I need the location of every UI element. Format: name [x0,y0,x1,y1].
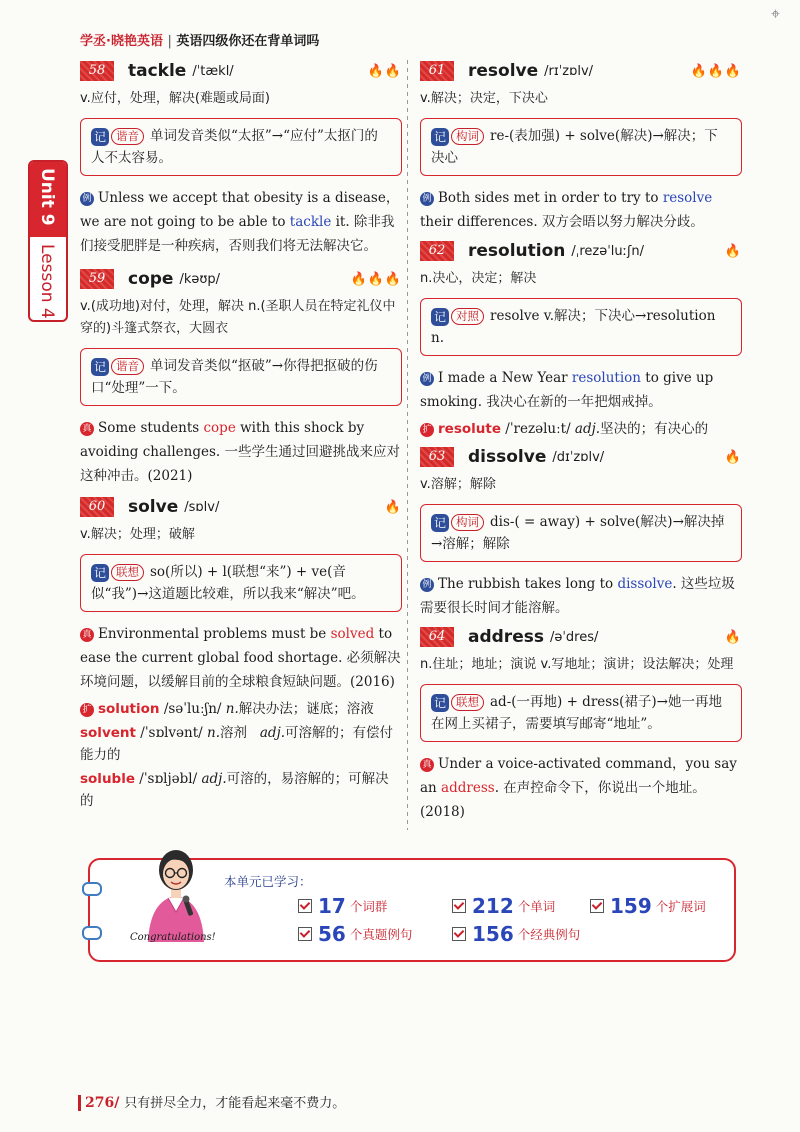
entry-dissolve [420,444,742,620]
keyword: resolution [571,370,641,386]
headword: cope [128,269,174,289]
extension-word: 扩 solution /səˈluːʃn/ n.解决办法；谜底；溶液 [80,698,402,720]
checkbox-icon [452,927,466,941]
binder-ring-icon [82,882,102,896]
footer-motto: 只有拼尽全力，才能看起来毫不费力。 [124,1096,346,1111]
entry-cope [80,266,402,488]
note-text: 单词发音类似“抠破”→你得把抠破的伤口“处理”一下。 [91,358,378,396]
note-text: resolve v.解决；下决心→resolution n. [431,308,716,346]
extension-word: soluble /ˈsɒljəbl/ adj.可溶的，易溶解的；可解决的 [80,771,389,809]
memory-note [420,118,742,176]
note-text: so(所以) + l(联想“来”) + ve(音似“我”)→这道题比较难，所以我来“解决”吧。 [91,564,365,602]
keyword: resolve [662,190,713,206]
real-exam-badge-icon: 真 [420,758,434,772]
example-badge-icon: 例 [80,192,94,206]
phonetic: /ˌrezəˈluːʃn/ [571,243,645,259]
example-sentence: 例 The rubbish takes long to dissolve. 这些垃圾需要很长时间才能溶解。 [420,576,735,616]
footer-bar [78,1095,81,1111]
frequency-flame-icon: 🔥 [724,449,742,465]
extension-word: 扩 resolute /ˈrezəluːt/ adj.坚决的；有决心的 [420,418,742,440]
book-title: 英语四级你还在背单词吗 [176,34,320,49]
frequency-flame-icon: 🔥 [384,499,402,515]
header-separator: | [167,34,172,49]
binder-ring-icon [82,926,102,940]
stat-real-exam-sentences: 56 个真题例句 [298,922,412,946]
phonetic: /ˈtækl/ [192,63,234,79]
page-footer [78,1092,345,1111]
entry-header [80,494,402,520]
keyword: cope [203,420,236,436]
note-tag: 构词 [451,514,484,531]
definition: v.溶解；解除 [420,477,496,492]
frequency-flame-icon: 🔥 [724,243,742,259]
real-exam-badge-icon: 真 [80,422,94,436]
unit-label: Unit 9 [37,168,57,226]
memory-note [80,348,402,406]
example-sentence: 例 I made a New Year resolution to give up smoking. 我决心在新的一年把烟戒掉。 [420,370,714,410]
unit-side-tab [28,160,68,322]
headword: resolution [468,241,566,261]
example-sentence: 例 Unless we accept that obesity is a disease，we are not going to be able to tackle it. 除非我们接受肥胖是一种疾病，否则我们将无法解决它。 [80,190,400,254]
memory-icon: 记 [431,514,449,532]
phonetic: /rɪˈzɒlv/ [544,63,594,79]
frequency-flame-icon: 🔥🔥🔥 [350,271,402,287]
memory-note [80,554,402,612]
note-text: re-(表加强) + solve(解决)→解决；下决心 [431,128,718,166]
memory-note [420,684,742,742]
checkbox-icon [298,899,312,913]
phonetic: /kəʊp/ [179,271,221,287]
entry-number: 62 [420,241,454,261]
page-number: 276/ [85,1095,120,1111]
note-tag: 对照 [451,308,484,325]
note-text: ad-(一再地) + dress(裙子)→她一再地在网上买裙子，需要填写邮寄“地址”。 [431,694,722,732]
memory-icon: 记 [431,308,449,326]
lesson-label: Lesson 4 [37,244,57,319]
entry-number: 58 [80,61,114,81]
entry-number: 61 [420,61,454,81]
stat-classic-sentences: 156 个经典例句 [452,922,580,946]
memory-note [80,118,402,176]
memory-note [420,504,742,562]
definition: v.(成功地)对付，处理，解决 n.(圣职人员在特定礼仪中穿的)斗篷式祭衣，大圆衣 [80,299,396,336]
entry-address [420,624,742,824]
column-divider [407,60,408,830]
unit-summary-box [88,858,736,962]
note-tag: 谐音 [111,358,144,375]
headword: address [468,627,544,647]
summary-title: 本单元已学习： [224,874,312,889]
entry-resolve [420,58,742,234]
checkbox-icon [590,899,604,913]
note-tag: 联想 [111,564,144,581]
entry-header [80,266,402,292]
entry-solve [80,494,402,812]
real-exam-badge-icon: 真 [80,628,94,642]
entry-header [420,238,742,264]
headword: tackle [128,61,187,81]
entry-tackle [80,58,402,258]
left-column [80,58,402,814]
frequency-flame-icon: 🔥🔥 [367,63,402,79]
note-text: 单词发音类似“太抠”→“应付”太抠门的人不太容易。 [91,128,378,166]
entry-number: 60 [80,497,114,517]
frequency-flame-icon: 🔥 [724,629,742,645]
note-tag: 联想 [451,694,484,711]
checkbox-icon [298,927,312,941]
stat-extension-words: 159 个扩展词 [590,894,706,918]
running-header [80,30,319,49]
keyword: tackle [289,214,332,230]
checkbox-icon [452,899,466,913]
memory-icon: 记 [91,358,109,376]
entry-header [420,444,742,470]
extension-badge-icon: 扩 [420,423,434,437]
definition: v.应付，处理，解决(难题或局面) [80,91,270,106]
entry-header [420,624,742,650]
extension-badge-icon: 扩 [80,703,94,717]
note-text: dis-( = away) + solve(解决)→解决掉→溶解；解除 [431,514,725,552]
memory-icon: 记 [91,128,109,146]
headword: solve [128,497,179,517]
entry-header [80,58,402,84]
stat-word-groups: 17 个词群 [298,894,387,918]
keyword: address [441,780,495,796]
real-exam-sentence: 真 Some students cope with this shock by avoiding challenges. 一些学生通过回避挑战来应对这种冲击。(2021) [80,420,400,484]
example-badge-icon: 例 [420,578,434,592]
camera-scan-icon: ⌖ [770,4,780,23]
headword: resolve [468,61,539,81]
entry-number: 59 [80,269,114,289]
entry-header [420,58,742,84]
keyword: dissolve [617,576,673,592]
congrats-text: Congratulations! [130,932,216,943]
memory-icon: 记 [91,564,109,582]
definition: v.解决；决定，下决心 [420,91,548,106]
frequency-flame-icon: 🔥🔥🔥 [690,63,742,79]
memory-icon: 记 [431,128,449,146]
definition: v.解决；处理；破解 [80,527,195,542]
example-sentence: 例 Both sides met in order to try to resolve their differences. 双方会晤以努力解决分歧。 [420,190,713,230]
right-column [420,58,742,828]
phonetic: /dɪˈzɒlv/ [552,449,605,465]
definition: n.决心，决定；解决 [420,271,537,286]
brand: 学丞·晓艳英语 [80,34,163,49]
stat-words: 212 个单词 [452,894,555,918]
real-exam-sentence: 真 Environmental problems must be solved to ease the current global food shortage. 必须解决环境问题，以缓解目前的全球粮食短缺问题。(2016) [80,626,401,690]
phonetic: /əˈdres/ [549,629,599,645]
phonetic: /sɒlv/ [184,499,220,515]
keyword: solved [330,626,375,642]
note-tag: 谐音 [111,128,144,145]
note-tag: 构词 [451,128,484,145]
example-badge-icon: 例 [420,372,434,386]
entry-number: 64 [420,627,454,647]
extension-word: solvent /ˈsɒlvənt/ n.溶剂 adj.可溶解的；有偿付能力的 [80,725,394,763]
definition: n.住址；地址；演说 v.写地址；演讲；设法解决；处理 [420,657,734,672]
headword: dissolve [468,447,547,467]
memory-note [420,298,742,356]
example-badge-icon: 例 [420,192,434,206]
memory-icon: 记 [431,694,449,712]
real-exam-sentence: 真 Under a voice-activated command，you say an address. 在声控命令下，你说出一个地址。(2018) [420,756,737,820]
entry-resolution [420,238,742,440]
entry-number: 63 [420,447,454,467]
